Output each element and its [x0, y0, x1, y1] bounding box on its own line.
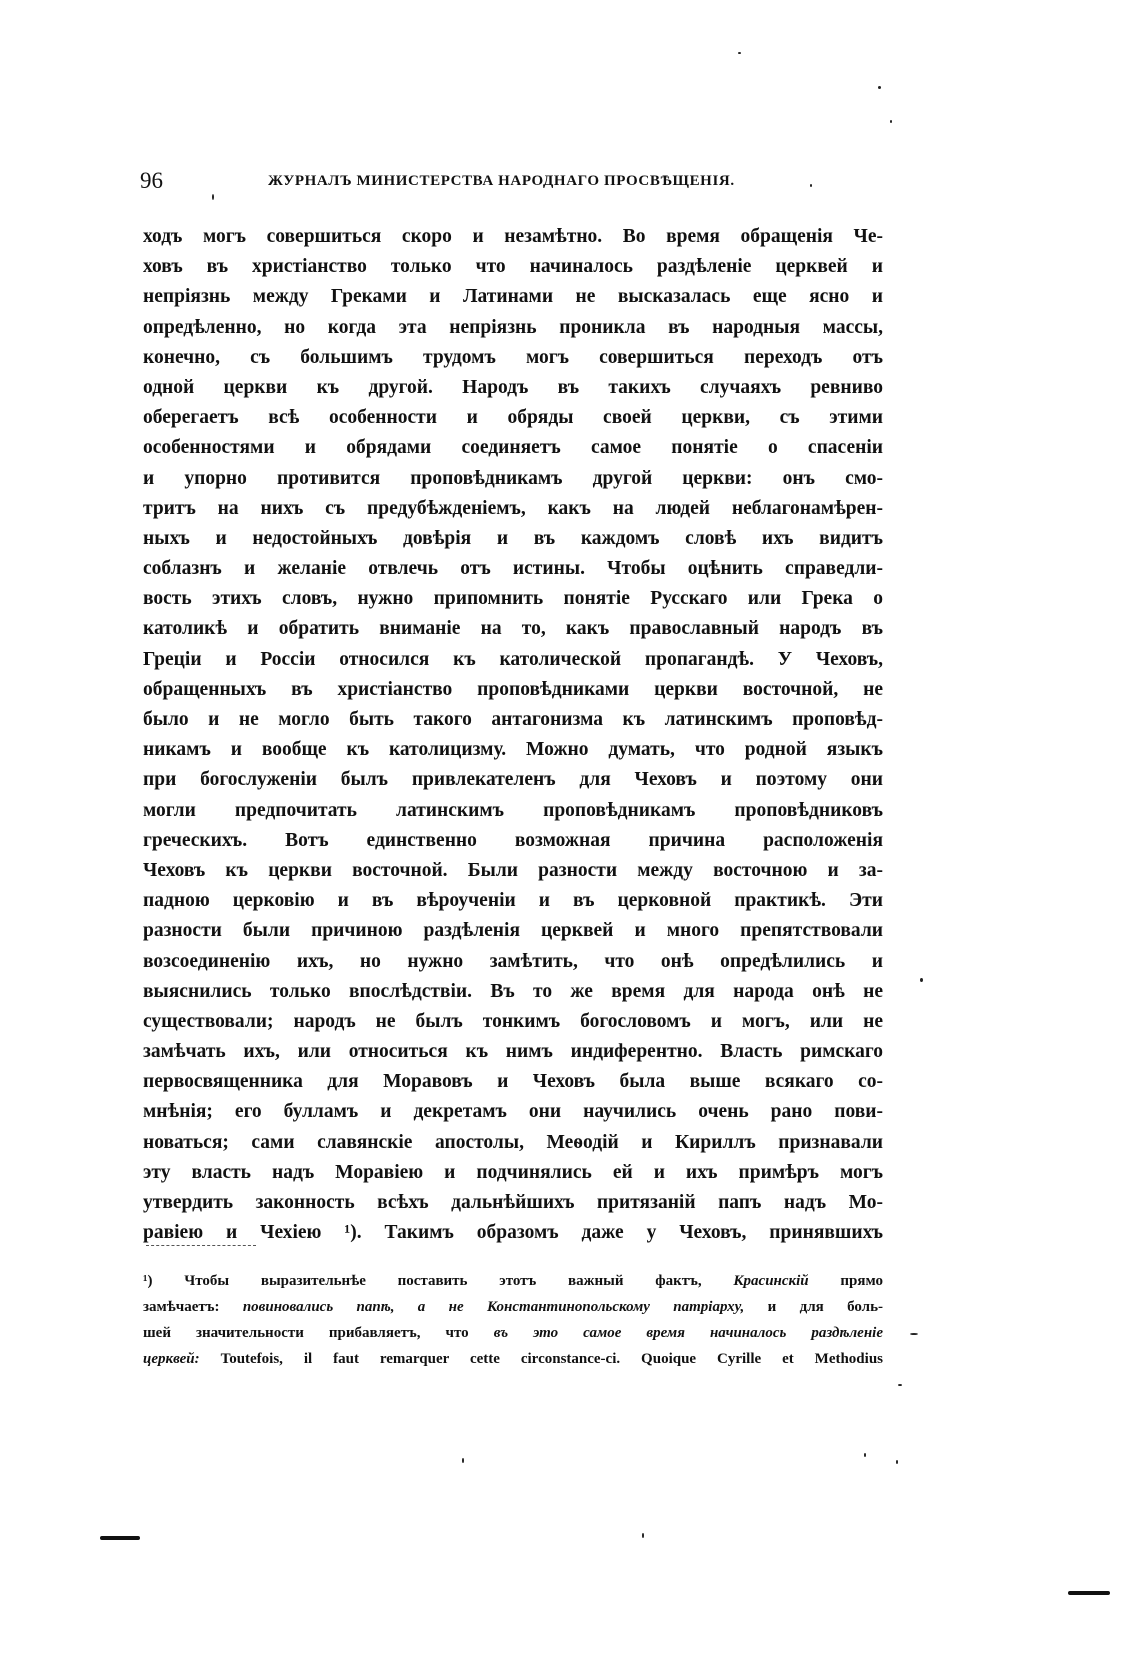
text-line: ховъ въ христіанство только что начиналось раздѣленіе церквей и [143, 256, 883, 278]
footnote-text: прямо [840, 1273, 883, 1289]
footnote-divider [146, 1245, 256, 1246]
scan-speck [910, 1333, 918, 1335]
footnote-quote: церквей: [143, 1351, 200, 1367]
footnote-text: шей значительности прибавляетъ, что [143, 1325, 469, 1341]
footnote-line [143, 1320, 883, 1346]
text-line: было и не могло быть такого антагонизма къ латинскимъ проповѣд- [143, 709, 883, 730]
text-line: при богослуженіи былъ привлекателенъ для Чеховъ и поэтому они [143, 769, 883, 791]
footnote [143, 1268, 883, 1372]
scan-speck [878, 86, 881, 89]
text-line: могли предпочитать латинскимъ проповѣдникамъ проповѣдниковъ [143, 799, 883, 821]
text-line: Чеховъ къ церкви восточной. Были разности между восточною и за- [143, 859, 883, 881]
text-line: ходъ могъ совершиться скоро и незамѣтно. Во время обращенія Че- [143, 226, 883, 247]
footnote-text: и для боль- [767, 1299, 883, 1315]
text-line: конечно, съ большимъ трудомъ могъ совершиться переходъ отъ [143, 346, 883, 368]
text-line: выяснились только впослѣдствіи. Въ то же время для народа онѣ не [143, 980, 883, 1002]
scan-speck [898, 1384, 902, 1386]
scan-speck [890, 120, 892, 123]
running-head [140, 168, 880, 204]
footnote-quote: въ это самое время начиналось раздѣленіе [493, 1325, 883, 1341]
text-line: существовали; народъ не былъ тонкимъ богословомъ и могъ, или не [143, 1010, 883, 1032]
text-line: возсоединенію ихъ, но нужно замѣтить, что онѣ опредѣлились и [143, 950, 883, 972]
journal-title: ЖУРНАЛЪ МИНИСТЕРСТВА НАРОДНАГО ПРОСВѢЩЕНІЯ. [268, 173, 735, 189]
footnote-author: Красинскій [733, 1273, 809, 1289]
text-line: мнѣнія; его булламъ и декретамъ они научились очень рано пови- [143, 1101, 883, 1123]
scan-speck [810, 184, 812, 187]
page-number: 96 [140, 168, 163, 193]
text-line: утвердить законность всѣхъ дальнѣйшихъ притязаній папъ надъ Мо- [143, 1192, 883, 1213]
scan-speck [896, 1460, 898, 1464]
scan-speck [864, 1453, 866, 1457]
text-line: ныхъ и недостойныхъ довѣрія и въ каждомъ словѣ ихъ видитъ [143, 527, 883, 549]
scan-edge-mark [100, 1536, 140, 1540]
text-line: греческихъ. Вотъ единственно возможная причина расположенія [143, 829, 883, 851]
text-line: вость этихъ словъ, нужно припомнить понятіе Русскаго или Грека о [143, 588, 883, 610]
text-line: католикѣ и обратить вниманіе на то, какъ православный народъ въ [143, 618, 883, 640]
text-line: и упорно противится проповѣдникамъ другой церкви: онъ смо- [143, 467, 883, 489]
text-line: оберегаетъ всѣ особенности и обряды своей церкви, съ этими [143, 407, 883, 429]
text-line: непріязнь между Греками и Латинами не высказалась еще ясно и [143, 286, 883, 308]
footnote-text: замѣчаетъ: [143, 1299, 220, 1315]
text-line: разности были причиною раздѣленія церквей и много препятствовали [143, 920, 883, 942]
text-line: никамъ и вообще къ католицизму. Можно думать, что родной языкъ [143, 739, 883, 761]
scan-speck [642, 1533, 644, 1538]
scan-speck [212, 194, 214, 200]
footnote-line [143, 1294, 883, 1320]
scan-edge-mark [1068, 1591, 1110, 1595]
text-line: особенностями и обрядами соединяетъ самое понятіе о спасеніи [143, 437, 883, 459]
body-text [143, 222, 883, 1248]
text-line: новаться; сами славянскіе апостолы, Меѳодій и Кириллъ признавали [143, 1131, 883, 1153]
text-line: тритъ на нихъ съ предубѣжденіемъ, какъ на людей неблагонамѣрен- [143, 497, 883, 519]
footnote-quote: повиновались папѣ, а не Константинопольскому патріарху, [242, 1299, 745, 1315]
text-line: равіею и Чехіею ¹). Такимъ образомъ даже у Чеховъ, принявшихъ [143, 1222, 883, 1244]
footnote-line [143, 1346, 883, 1372]
text-line: падною церковію и въ вѣроученіи и въ церковной практикѣ. Эти [143, 890, 883, 912]
footnote-text: Toutefois, il faut remarquer cette circonstance-ci. Quoique Cyrille et Methodius [220, 1351, 883, 1367]
text-line: Греціи и Россіи относился къ католической пропагандѣ. У Чеховъ, [143, 648, 883, 670]
footnote-line [143, 1268, 883, 1294]
text-line: одной церкви къ другой. Народъ въ такихъ случаяхъ ревниво [143, 376, 883, 398]
scan-speck [738, 52, 741, 54]
text-line: первосвященника для Моравовъ и Чеховъ была выше всякаго со- [143, 1071, 883, 1093]
scan-speck [462, 1458, 464, 1463]
text-line: замѣчать ихъ, или относиться къ нимъ индиферентно. Власть римскаго [143, 1041, 883, 1063]
text-line: соблазнъ и желаніе отвлечь отъ истины. Чтобы оцѣнить справедли- [143, 558, 883, 580]
scan-speck [920, 978, 923, 982]
text-line: эту власть надъ Моравіею и подчинялись ей и ихъ примѣръ могъ [143, 1161, 883, 1183]
text-line: обращенныхъ въ христіанство проповѣдниками церкви восточной, не [143, 678, 883, 700]
footnote-text: ¹) Чтобы выразительнѣе поставить этотъ важный фактъ, [143, 1273, 702, 1289]
text-line: опредѣленно, но когда эта непріязнь проникла въ народныя массы, [143, 316, 883, 338]
